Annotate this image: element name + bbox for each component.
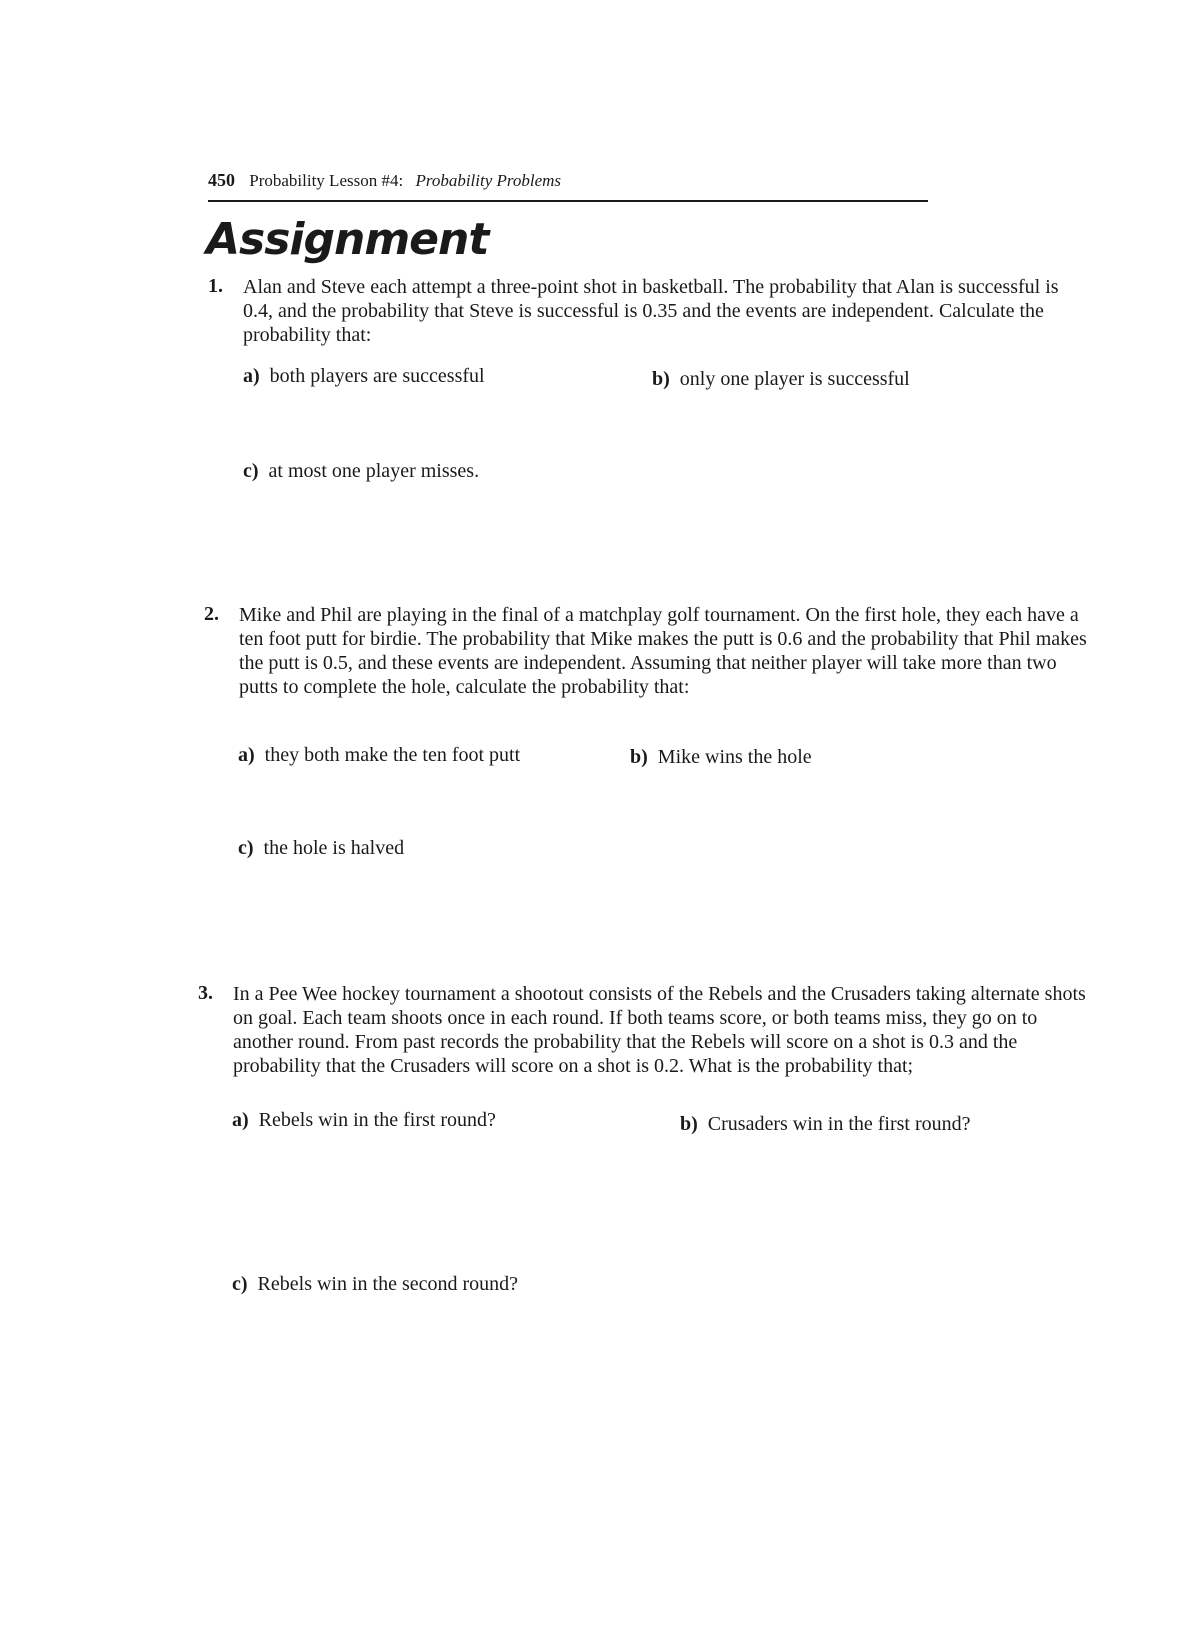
question-2-part-a <box>238 744 520 767</box>
question-1-part-c <box>243 460 479 483</box>
part-label: b) <box>652 368 670 390</box>
lesson-subtitle: Probability Problems <box>415 171 562 190</box>
part-text: only one player is successful <box>679 368 910 390</box>
question-2-text: Mike and Phil are playing in the final of a matchplay golf tournament. On the first hole, they each have a ten foot putt for birdie. The probability that Mike makes the putt is 0.6 and the probability that Phil makes the putt is 0.5, and these events are independent. Assuming that neither player will take more than two putts to complete the hole, calculate the probability that: <box>239 604 1087 698</box>
part-text: Rebels win in the second round? <box>257 1273 519 1295</box>
part-label: c) <box>243 460 259 482</box>
question-3-text: In a Pee Wee hockey tournament a shootout consists of the Rebels and the Crusaders taking alternate shots on goal. Each team shoots once in each round. If both teams score, or both teams miss, they go on to another round. From past records the probability that the Rebels will score on a shot is 0.3 and the probability that the Crusaders will score on a shot is 0.2. What is the probability that; <box>233 983 1086 1077</box>
part-text: Crusaders win in the first round? <box>707 1113 971 1135</box>
part-label: a) <box>232 1109 249 1131</box>
part-text: both players are successful <box>269 365 485 387</box>
header-rule <box>208 200 928 202</box>
question-1-number: 1. <box>208 275 223 297</box>
part-text: they both make the ten foot putt <box>264 744 521 766</box>
question-3-part-a <box>232 1109 496 1132</box>
part-text: Mike wins the hole <box>657 746 812 768</box>
part-label: c) <box>232 1273 248 1295</box>
page-header <box>208 170 561 191</box>
part-text: at most one player misses. <box>268 460 480 482</box>
question-3-number: 3. <box>198 982 213 1004</box>
question-3-part-c <box>232 1273 518 1296</box>
page-number: 450 <box>208 170 235 190</box>
part-label: b) <box>680 1113 698 1135</box>
assignment-heading: Assignment <box>206 214 489 265</box>
question-2-part-b <box>630 746 812 769</box>
part-label: b) <box>630 746 648 768</box>
part-label: a) <box>238 744 255 766</box>
question-1-part-a <box>243 365 485 388</box>
question-3-part-b <box>680 1113 971 1136</box>
part-label: a) <box>243 365 260 387</box>
question-1-text: Alan and Steve each attempt a three-point shot in basketball. The probability that Alan is successful is 0.4, and the probability that Steve is successful is 0.35 and the events are independent. Calculate the probability that: <box>243 276 1059 346</box>
question-2-number: 2. <box>204 603 219 625</box>
question-1-part-b <box>652 368 910 391</box>
question-2-part-c <box>238 837 404 860</box>
part-label: c) <box>238 837 254 859</box>
part-text: the hole is halved <box>263 837 405 859</box>
lesson-title: Probability Lesson #4: <box>249 171 404 190</box>
part-text: Rebels win in the first round? <box>258 1109 496 1131</box>
